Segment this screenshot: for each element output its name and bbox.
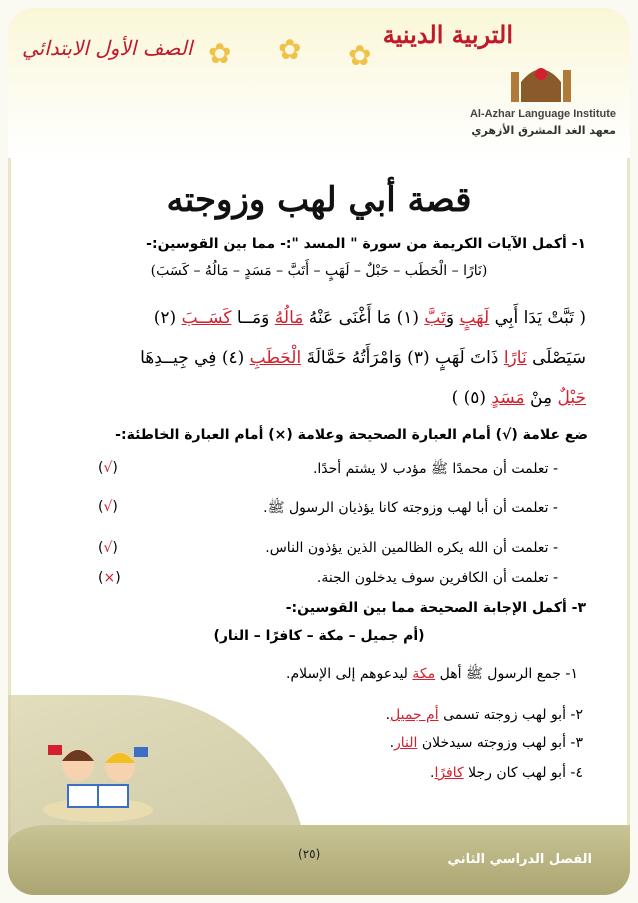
ayah-text: مِنْ bbox=[524, 388, 558, 408]
ayah-answer: مَالُهُ bbox=[274, 308, 304, 328]
answer-box[interactable]: (√) bbox=[98, 499, 118, 515]
fill-blank-item bbox=[32, 665, 578, 685]
institute-logo bbox=[466, 52, 616, 142]
statement-text: - تعلمت أن الكافرين سوف يدخلون الجنة. bbox=[316, 570, 558, 586]
answer-mark: × bbox=[103, 570, 116, 586]
answer-mark: √ bbox=[103, 540, 113, 556]
question-1-choices: (نَارًا – الْحَطَب – حَبْلٌ – لَهَبٍ – أَتَبَّ – مَسَدٍ – مَالُهُ – كَسَبَ) bbox=[150, 263, 488, 279]
fill-answer[interactable]: النار bbox=[394, 735, 418, 751]
ayah-answer: لَهَبٍ bbox=[459, 308, 490, 328]
sentence-text: ليدعوهم إلى الإسلام. bbox=[286, 666, 413, 682]
true-false-item bbox=[98, 460, 558, 484]
statement-text: - تعلمت أن أبا لهب وزوجته كانا يؤذيان الرسول ﷺ. bbox=[263, 500, 558, 516]
ayah-text: (٢) bbox=[153, 308, 182, 328]
fill-blank-item bbox=[32, 765, 583, 781]
true-false-item bbox=[98, 540, 558, 564]
subject-title: التربية الدينية bbox=[382, 20, 513, 49]
ayah-answer: حَبْلٌ bbox=[557, 388, 586, 408]
ayah-answer: نَارًا bbox=[503, 348, 527, 368]
ayah-text: (١) مَا أَغْنَى عَنْهُ bbox=[303, 308, 425, 328]
sentence-text: ٣- أبو لهب وزوجته سيدخلان bbox=[417, 735, 583, 751]
star-icon: ✿ bbox=[278, 33, 302, 66]
ayah-text: ذَاتَ لَهَبٍ (٣) وَامْرَأَتُهُ حَمَّالَةَ bbox=[301, 348, 504, 368]
ayah-answer: مَسَدٍ bbox=[491, 388, 525, 408]
ayah-text: سَيَصْلَى bbox=[526, 348, 586, 368]
true-false-item bbox=[98, 570, 558, 594]
star-icon: ✿ bbox=[208, 37, 232, 70]
sentence-text: ١- جمع الرسول ﷺ أهل bbox=[435, 666, 578, 682]
ayah-answer: كَسَــبَ bbox=[181, 308, 232, 328]
ayah-line-2 bbox=[32, 348, 586, 368]
ayah-text: (٤) فِي جِيــدِهَا bbox=[140, 348, 250, 368]
answer-box[interactable]: (×) bbox=[98, 570, 121, 586]
sentence-text: ٢- أبو لهب زوجته تسمى bbox=[438, 707, 583, 723]
fill-answer[interactable]: مكة bbox=[412, 666, 436, 682]
ayah-answer: تَبَّ bbox=[424, 308, 446, 328]
lesson-title: قصة أبي لهب وزوجته bbox=[166, 180, 472, 220]
grade-label: الصف الأول الابتدائي bbox=[22, 36, 193, 60]
logo-arabic-name: معهد الغد المشرق الأزهري bbox=[471, 124, 616, 137]
statement-text: - تعلمت أن محمدًا ﷺ مؤدب لا يشتم أحدًا. bbox=[312, 461, 558, 477]
sentence-text: . bbox=[385, 707, 391, 723]
question-2-instruction: ضع علامة (√) أمام العبارة الصحيحة وعلامة (×) أمام العبارة الخاطئة:- bbox=[115, 427, 588, 443]
question-3-instruction: ٣- أكمل الإجابة الصحيحة مما بين القوسين:- bbox=[285, 600, 586, 616]
fill-answer[interactable]: أم جميل bbox=[390, 707, 439, 723]
sentence-text: ٤- أبو لهب كان رجلا bbox=[463, 765, 583, 781]
sentence-text: . bbox=[429, 765, 435, 781]
fill-blank-item bbox=[32, 735, 583, 751]
ayah-text: ( تَبَّتْ يَدَا أَبِي bbox=[489, 308, 586, 328]
fill-blank-item bbox=[32, 707, 583, 723]
question-3-choices: (أم جميل – مكة – كافرًا – النار) bbox=[213, 628, 425, 644]
answer-mark: √ bbox=[103, 499, 113, 515]
answer-box[interactable]: (√) bbox=[98, 540, 118, 556]
ayah-line-3 bbox=[32, 388, 586, 408]
true-false-item bbox=[98, 499, 558, 523]
ayah-text: وَمَــا bbox=[231, 308, 275, 328]
answer-mark: √ bbox=[103, 460, 113, 476]
sentence-text: . bbox=[389, 735, 395, 751]
star-icon: ✿ bbox=[348, 39, 372, 72]
page-number: (٢٥) bbox=[298, 847, 321, 861]
ayah-answer: الْحَطَبِ bbox=[249, 348, 302, 368]
ayah-line-1 bbox=[32, 308, 586, 328]
fill-answer[interactable]: كافرًا bbox=[434, 765, 464, 781]
answer-box[interactable]: (√) bbox=[98, 460, 118, 476]
statement-text: - تعلمت أن الله يكره الظالمين الذين يؤذون الناس. bbox=[265, 540, 558, 556]
logo-english-name: Al-Azhar Language Institute bbox=[469, 108, 616, 120]
term-label: الفصل الدراسي الثاني bbox=[447, 852, 592, 867]
mosque-logo-icon bbox=[506, 52, 576, 107]
question-1-instruction: ١- أكمل الآيات الكريمة من سورة " المسد ":- مما بين القوسين:- bbox=[146, 236, 586, 252]
ayah-text: (٥) ) bbox=[451, 388, 492, 408]
ayah-text: وَ bbox=[445, 308, 460, 328]
